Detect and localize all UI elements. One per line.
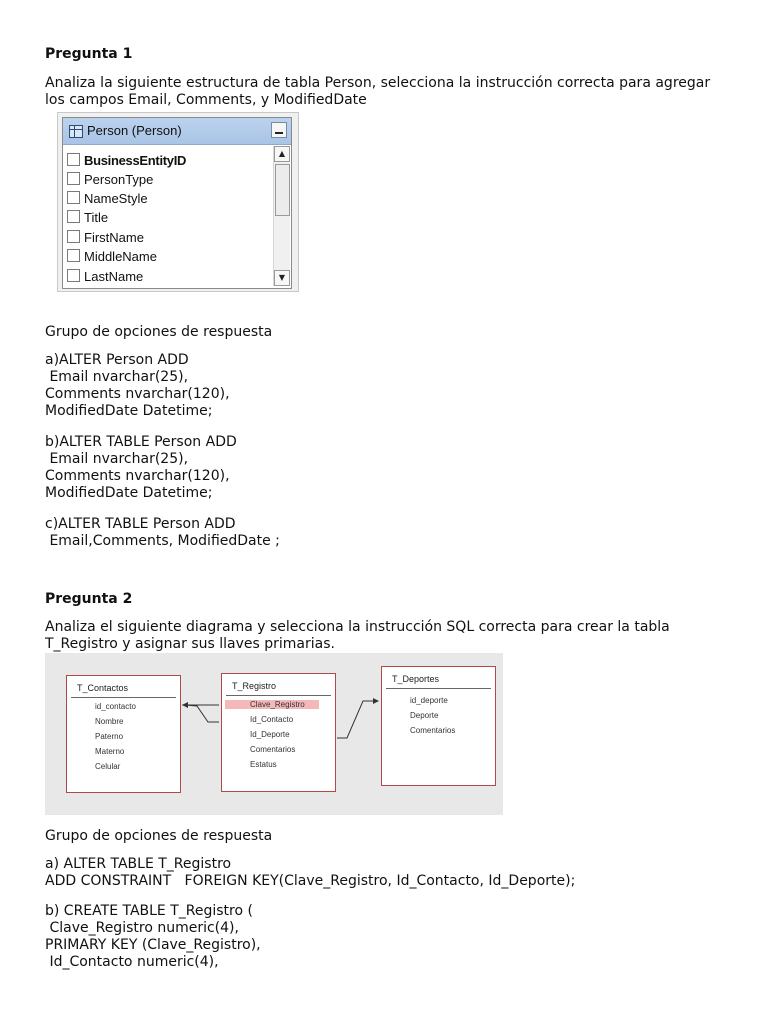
- entity-t-registro: [221, 673, 336, 792]
- entity-name: T_Contactos: [77, 683, 129, 693]
- q1-option-c-line-2: Email,Comments, ModifiedDate ;: [45, 533, 280, 549]
- column-name: LastName: [84, 269, 144, 284]
- entity-divider: [71, 697, 176, 698]
- q1-option-c-line-1[interactable]: c)ALTER TABLE Person ADD: [45, 516, 236, 532]
- column-checkbox[interactable]: [67, 269, 80, 282]
- q2-option-b-line-4: Id_Contacto numeric(4),: [45, 954, 219, 970]
- person-table-screenshot: [57, 112, 299, 292]
- question-1-prompt-line-2: los campos Email, Comments, y ModifiedDate: [45, 92, 367, 108]
- person-table-header: [63, 118, 291, 145]
- scroll-up-icon[interactable]: ▲: [274, 146, 290, 162]
- question-1-prompt-line-1: Analiza la siguiente estructura de tabla Person, selecciona la instrucción correcta para agregar: [45, 75, 711, 91]
- entity-field: Paterno: [95, 732, 124, 741]
- question-2-prompt-line-2: T_Registro y asignar sus llaves primarias.: [45, 636, 335, 652]
- q1-option-b-line-1[interactable]: b)ALTER TABLE Person ADD: [45, 434, 237, 450]
- q1-option-a-line-2: Email nvarchar(25),: [45, 369, 189, 385]
- entity-name: T_Registro: [232, 681, 277, 691]
- scroll-down-icon[interactable]: ▼: [274, 270, 290, 286]
- question-1-options-label: Grupo de opciones de respuesta: [45, 324, 273, 340]
- q1-option-a-line-1[interactable]: a)ALTER Person ADD: [45, 352, 189, 368]
- q1-option-a-line-3: Comments nvarchar(120),: [45, 386, 230, 402]
- question-2-prompt-line-1: Analiza el siguiente diagrama y selecciona la instrucción SQL correcta para crear la tabla: [45, 619, 670, 635]
- column-checkbox[interactable]: [67, 172, 80, 185]
- entity-field: Nombre: [95, 717, 124, 726]
- person-table-window: [62, 117, 292, 289]
- q1-option-b-line-4: ModifiedDate Datetime;: [45, 485, 213, 501]
- column-checkbox[interactable]: [67, 210, 80, 223]
- question-2-title: Pregunta 2: [45, 591, 133, 607]
- entity-name: T_Deportes: [392, 674, 440, 684]
- entity-field: Id_Contacto: [250, 715, 294, 724]
- entity-divider: [386, 688, 491, 689]
- minimize-button[interactable]: [271, 122, 287, 138]
- er-diagram: [45, 653, 503, 815]
- column-checkbox[interactable]: [67, 230, 80, 243]
- q2-option-a-line-2: ADD CONSTRAINT FOREIGN KEY(Clave_Registro, Id_Contacto, Id_Deporte);: [45, 873, 576, 889]
- column-checkbox[interactable]: [67, 191, 80, 204]
- scroll-thumb[interactable]: [275, 164, 290, 216]
- entity-field: Materno: [95, 747, 125, 756]
- column-name: NameStyle: [84, 191, 148, 206]
- entity-field: Comentarios: [410, 726, 456, 735]
- column-name: BusinessEntityID: [84, 153, 187, 168]
- person-table-title: Person (Person): [87, 123, 182, 138]
- q1-option-a-line-4: ModifiedDate Datetime;: [45, 403, 213, 419]
- question-1-title: Pregunta 1: [45, 46, 133, 62]
- q2-option-a-line-1[interactable]: a) ALTER TABLE T_Registro: [45, 856, 232, 872]
- q1-option-b-line-3: Comments nvarchar(120),: [45, 468, 230, 484]
- q2-option-b-line-1[interactable]: b) CREATE TABLE T_Registro (: [45, 903, 253, 919]
- entity-field: Estatus: [250, 760, 277, 769]
- column-checkbox[interactable]: [67, 249, 80, 262]
- question-2-options-label: Grupo de opciones de respuesta: [45, 828, 273, 844]
- entity-t-contactos: [66, 675, 181, 793]
- column-name: FirstName: [84, 230, 144, 245]
- entity-field: Celular: [95, 762, 121, 771]
- entity-t-deportes: [381, 666, 496, 786]
- table-icon: [69, 125, 83, 138]
- entity-field: id_contacto: [95, 702, 136, 711]
- q2-option-b-line-3: PRIMARY KEY (Clave_Registro),: [45, 937, 261, 953]
- column-name: MiddleName: [84, 249, 157, 264]
- entity-field: Deporte: [410, 711, 439, 720]
- entity-divider: [226, 695, 331, 696]
- primary-key-field: Clave_Registro: [225, 700, 319, 709]
- column-name: Title: [84, 210, 109, 225]
- q1-option-b-line-2: Email nvarchar(25),: [45, 451, 189, 467]
- column-name: PersonType: [84, 172, 154, 187]
- column-checkbox[interactable]: [67, 153, 80, 166]
- column-list-scrollbar[interactable]: [273, 146, 290, 286]
- entity-field: Id_Deporte: [250, 730, 290, 739]
- entity-field: Comentarios: [250, 745, 296, 754]
- q2-option-b-line-2: Clave_Registro numeric(4),: [45, 920, 239, 936]
- entity-field: id_deporte: [410, 696, 448, 705]
